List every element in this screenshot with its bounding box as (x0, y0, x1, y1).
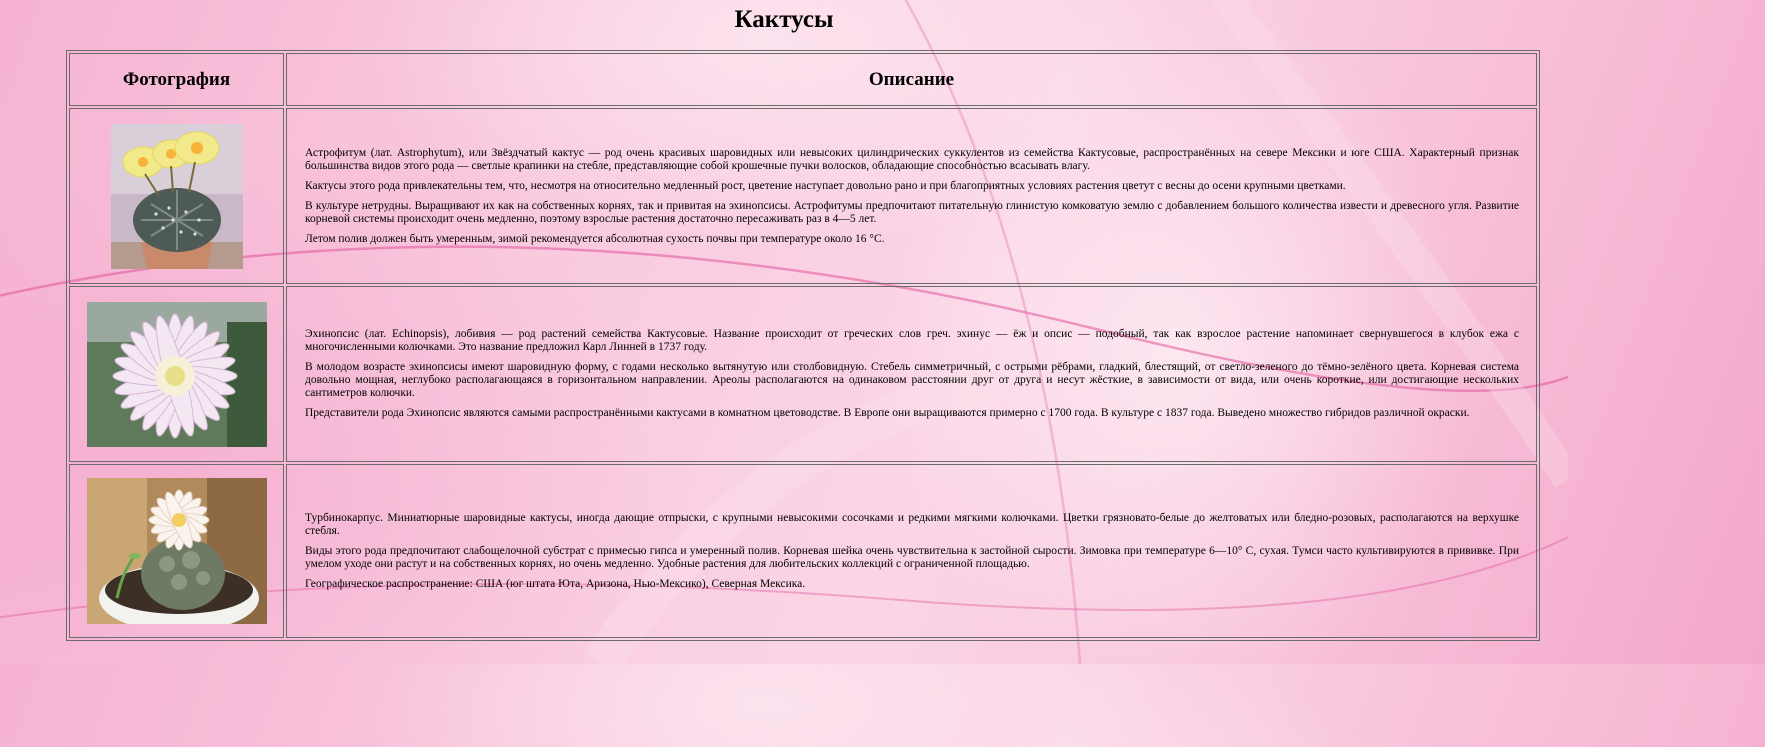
description-cell (286, 464, 1537, 638)
page-title: Кактусы (734, 6, 834, 33)
photo-cell (69, 464, 284, 638)
description-paragraph: Географическое распространение: США (юг штата Юта, Аризона, Нью-Мексико), Северная Мексика. (305, 577, 806, 590)
description-paragraph: Летом полив должен быть умеренным, зимой рекомендуется абсолютная сухость почвы при температуре около 16 °C. (305, 232, 885, 245)
photo-cell (69, 286, 284, 462)
description-column-header: Описание (286, 53, 1537, 106)
description-paragraph: Эхинопсис (лат. Echinopsis), лобивия — род растений семейства Кактусовые. Название происходит от греческих слов греч. эхинус — ёж и опсис — подобный, так как взрослое растение напоминает свернувшегося в клубок ежа с многочисленными колючками. Это название предложил Карл Линней в 1737 году. (305, 328, 1519, 353)
echinopsis-photo (87, 302, 267, 447)
description-paragraph: Турбинокарпус. Миниатюрные шаровидные кактусы, иногда дающие отпрыски, с крупными невысокими сосочками и редкими мягкими колючками. Цветки грязновато-белые до желтоватых или бледно-розовых, располагаются на верхушке стебля. (305, 511, 1519, 537)
astrophytum-photo (111, 124, 243, 269)
description-paragraph: В культуре нетрудны. Выращивают их как на собственных корнях, так и привитая на эхинопсисы. Астрофитумы предпочитают питательную глинистую комковатую землю с добавлением большого количества извести и древесного угля. Развитие корневой системы происходит очень медленно, поэтому взрослые растения достаточно пересаживать раз в 4—5 лет. (305, 199, 1519, 225)
description-paragraph: Представители рода Эхинопсис являются самыми распространёнными кактусами в комнатном цветоводстве. В Европе они выращиваются примерно с 1700 года. В культуре с 1837 года. Выведено множество гибридов различной окраски. (305, 407, 1470, 419)
description-cell (286, 286, 1537, 462)
table-header-row (69, 53, 1537, 106)
description-paragraph: Виды этого рода предпочитают слабощелочной субстрат с примесью гипса и умеренный полив. Корневая шейка очень чувствительна к застойной сырости. Зимовка при температуре 6—10° С, сухая. Тумси часто культивируются в прививке. При умелом уходе они растут и на собственных корнях, но очень медленно. Удобные растения для любительских коллекций с ограниченной площадью. (305, 544, 1519, 570)
table-row (69, 286, 1537, 462)
cacti-table (66, 50, 1540, 641)
description-cell (286, 108, 1537, 284)
description-paragraph: Астрофитум (лат. Astrophytum), или Звёздчатый кактус — род очень красивых шаровидных или невысоких цилиндрических суккулентов из семейства Кактусовые, распространённых на севере Мексики и юге США. Характерный признак большинства видов этого рода — светлые крапинки на стебле, представляющие собой крошечные пучки волосков, обладающие способностью всасывать влагу. (305, 146, 1519, 172)
table-row (69, 108, 1537, 284)
turbinicarpus-photo (87, 478, 267, 624)
description-paragraph: Кактусы этого рода привлекательны тем, что, несмотря на относительно медленный рост, цветение наступает довольно рано и при благоприятных условиях растения цветут с весны до осени крупными цветками. (305, 179, 1346, 192)
photo-cell (69, 108, 284, 284)
photo-column-header: Фотография (69, 53, 284, 106)
description-paragraph: В молодом возрасте эхинопсисы имеют шаровидную форму, с годами несколько вытянутую или столбовидную. Стебель симметричный, с острыми рёбрами, гладкий, блестящий, от светло-зеленого до тёмно-зелёного цвета. Корневая система довольно мощная, неглубоко располагающаяся в горизонтальном направлении. Ареолы располагаются на одинаковом расстоянии друг от друга и несут жёсткие, в зависимости от вида, или очень короткие, или достигающие нескольких сантиметров колючки. (305, 361, 1519, 399)
table-row (69, 464, 1537, 638)
